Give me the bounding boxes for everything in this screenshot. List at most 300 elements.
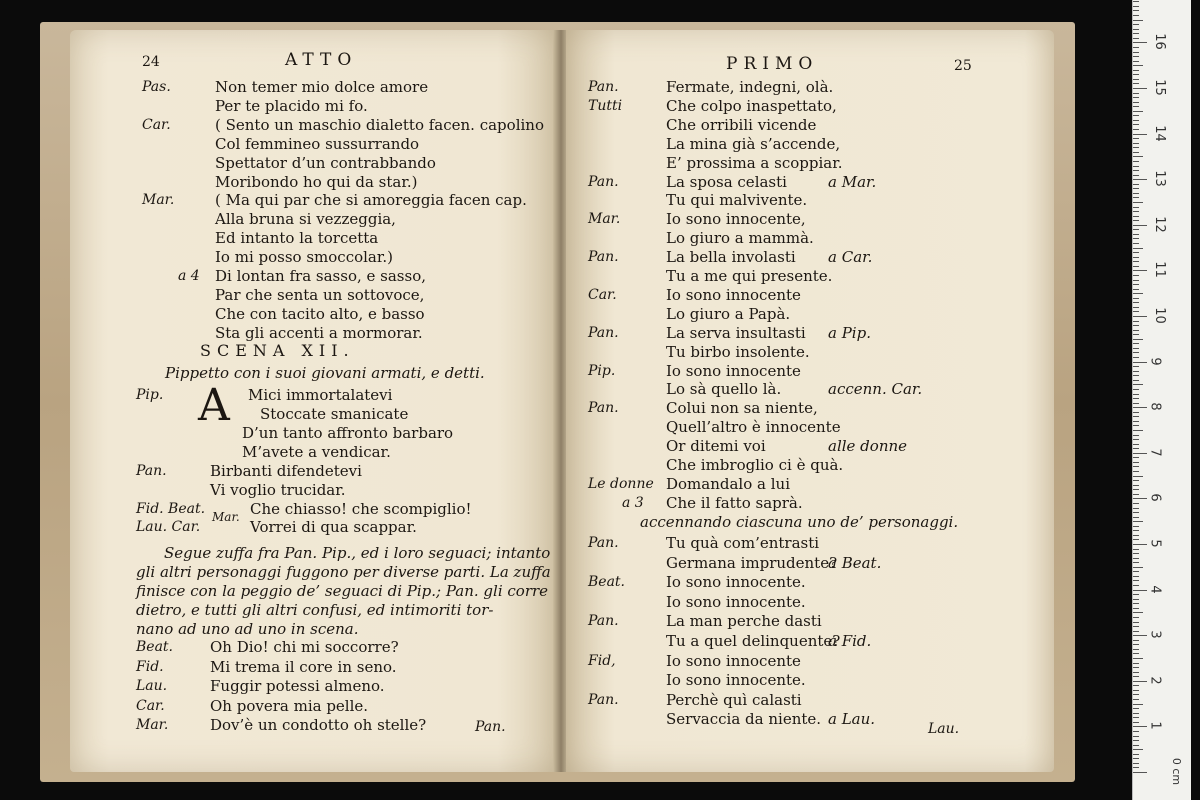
- speaker-label: a 4: [178, 268, 200, 284]
- ruler-tick: [1133, 704, 1143, 705]
- ruler-tick: [1133, 111, 1143, 112]
- verse-line: Spettator d’un contrabbando: [215, 153, 436, 172]
- ruler-tick: [1133, 626, 1139, 627]
- ruler-tick: [1133, 394, 1139, 395]
- page-header-left: ATTO: [285, 50, 358, 70]
- verse-line: Ed intanto la torcetta: [215, 229, 379, 248]
- ruler-tick: [1133, 603, 1139, 604]
- ruler-tick: [1133, 193, 1139, 194]
- verse-line: Dov’è un condotto oh stelle?: [210, 716, 427, 734]
- ruler-tick: [1133, 558, 1139, 559]
- ruler-tick: [1133, 42, 1147, 43]
- ruler-number: 7: [1147, 448, 1163, 457]
- verse-line: Di lontan fra sasso, e sasso,: [215, 267, 426, 285]
- ruler-tick: [1133, 758, 1139, 759]
- speaker-label: Beat.: [136, 639, 173, 655]
- verse-line: Quell’altro è innocente: [666, 418, 841, 437]
- ruler-tick: [1133, 676, 1139, 677]
- verse-line: Tu a me qui presente.: [666, 267, 833, 285]
- ruler-number: 10: [1151, 307, 1167, 324]
- ruler-tick: [1133, 549, 1139, 550]
- verse-line: D’un tanto affronto barbaro: [242, 424, 454, 442]
- speaker-label: Fid,: [588, 652, 616, 669]
- verse-line: Io sono innocente.: [666, 671, 806, 690]
- ruler-tick: [1133, 749, 1143, 750]
- stage-direction-line: Segue zuffa fra Pan. Pip., ed i loro seguaci; intanto: [164, 544, 551, 562]
- ruler-tick: [1133, 284, 1139, 285]
- ruler-tick: [1133, 590, 1147, 591]
- ruler-tick: [1133, 653, 1139, 654]
- ruler-tick: [1133, 772, 1147, 773]
- speaker-label: Pan.: [588, 79, 619, 95]
- ruler-tick: [1133, 138, 1139, 139]
- ruler-tick: [1133, 362, 1147, 363]
- ruler-tick: [1133, 576, 1139, 577]
- aside-direction: a Beat.: [828, 553, 882, 572]
- ruler-tick: [1133, 644, 1139, 645]
- verse-line: Fuggir potessi almeno.: [210, 677, 385, 695]
- ruler-tick: [1133, 280, 1139, 281]
- ruler-tick: [1133, 416, 1139, 417]
- verse-line: Per te placido mi fo.: [215, 96, 368, 115]
- aside-direction: accenn. Car.: [828, 380, 923, 399]
- ruler-number: 14: [1151, 124, 1167, 142]
- ruler-tick: [1133, 403, 1139, 404]
- verse-line: Tu birbo insolente.: [666, 342, 810, 361]
- page-number-right: 25: [954, 58, 972, 74]
- verse-line: Fermate, indegni, olà.: [666, 78, 834, 96]
- ruler-tick: [1133, 220, 1139, 221]
- ruler-tick: [1133, 485, 1139, 486]
- ruler-tick: [1133, 74, 1139, 75]
- ruler-tick: [1133, 530, 1139, 531]
- ruler-tick: [1133, 6, 1139, 7]
- ruler-tick: [1133, 512, 1139, 513]
- ruler-tick: [1133, 129, 1139, 130]
- ruler-tick: [1133, 343, 1139, 344]
- verse-line: Birbanti difendetevi: [210, 462, 362, 480]
- verse-line: Lo sà quello là.: [666, 380, 782, 399]
- ruler-tick: [1133, 713, 1139, 714]
- verse-line: Vi voglio trucidar.: [210, 481, 346, 499]
- ruler-tick: [1133, 184, 1139, 185]
- ruler-tick: [1133, 457, 1139, 458]
- ruler-tick: [1133, 384, 1143, 385]
- ruler-tick: [1133, 352, 1139, 353]
- speaker-label: Pan.: [136, 463, 167, 479]
- ruler-tick: [1133, 508, 1139, 509]
- verse-line: Domandalo a lui: [666, 474, 790, 493]
- ruler-tick: [1133, 699, 1139, 700]
- ruler-tick: [1133, 24, 1139, 25]
- aside-direction: a Lau.: [828, 710, 876, 729]
- verse-line: Io sono innocente.: [666, 592, 806, 611]
- ruler-tick: [1133, 152, 1139, 153]
- ruler-tick: [1133, 298, 1139, 299]
- verse-line: Che il fatto saprà.: [666, 493, 803, 512]
- ruler-tick: [1133, 211, 1139, 212]
- ruler-tick: [1133, 106, 1139, 107]
- ruler-tick: [1133, 225, 1147, 226]
- ruler-tick: [1133, 640, 1139, 641]
- ruler-number: 5: [1147, 539, 1163, 548]
- ruler-tick: [1133, 10, 1139, 11]
- verse-line: Non temer mio dolce amore: [215, 78, 429, 96]
- aside-direction: a Pip.: [828, 323, 871, 342]
- ruler-tick: [1133, 489, 1139, 490]
- ruler-number: 13: [1151, 170, 1167, 187]
- ruler-tick: [1133, 93, 1139, 94]
- ruler-tick: [1133, 207, 1139, 208]
- ruler-tick: [1133, 453, 1147, 454]
- ruler-tick: [1133, 289, 1139, 290]
- speaker-label: Pan.: [588, 173, 619, 190]
- ruler-tick: [1133, 663, 1139, 664]
- verse-line: Io mi posso smoccolar.): [215, 248, 394, 267]
- ruler-tick: [1133, 439, 1139, 440]
- speaker-label: Pan.: [588, 691, 619, 708]
- verse-line: ( Ma qui par che si amoreggia facen cap.: [215, 191, 527, 210]
- verse-line: Or ditemi voi: [666, 437, 766, 456]
- ruler-label: 0 cm: [1170, 757, 1184, 786]
- stage-direction-line: nano ad uno ad uno in scena.: [136, 620, 359, 638]
- ruler-tick: [1133, 20, 1143, 21]
- verse-line: Che con tacito alto, e basso: [215, 304, 425, 323]
- verse-line: Che chiasso! che scompiglio!: [250, 500, 472, 518]
- ruler-tick: [1133, 38, 1139, 39]
- ruler-tick: [1133, 517, 1139, 518]
- speaker-label: Car.: [588, 286, 617, 303]
- ruler-tick: [1133, 594, 1139, 595]
- speaker-label: Mar.: [588, 211, 621, 228]
- ruler-number: 12: [1151, 216, 1167, 233]
- drop-cap: A: [198, 380, 230, 431]
- verse-line: Vorrei di qua scappar.: [250, 518, 417, 536]
- ruler-tick: [1133, 339, 1143, 340]
- page-header-right: PRIMO: [726, 54, 819, 74]
- ruler-tick: [1133, 585, 1139, 586]
- ruler-tick: [1133, 1, 1139, 2]
- verse-line: Che orribili vicende: [666, 115, 817, 134]
- ruler-tick: [1133, 503, 1139, 504]
- speaker-label: Pan.: [588, 400, 619, 417]
- ruler-tick: [1133, 622, 1139, 623]
- speaker-label: Mar.: [136, 717, 169, 733]
- ruler-tick: [1133, 65, 1143, 66]
- verse-line: Io sono innocente.: [666, 573, 806, 592]
- ruler-tick: [1133, 238, 1139, 239]
- ruler-tick: [1133, 425, 1139, 426]
- verse-line: La sposa celasti: [666, 172, 787, 191]
- ruler-tick: [1133, 498, 1147, 499]
- aside-direction: a Car.: [828, 248, 873, 267]
- ruler-tick: [1133, 649, 1139, 650]
- aside-direction: alle donne: [828, 437, 908, 456]
- ruler-tick: [1133, 380, 1139, 381]
- ruler-tick: [1133, 170, 1139, 171]
- ruler-tick: [1133, 708, 1139, 709]
- ruler-tick: [1133, 325, 1139, 326]
- verse-line: Par che senta un sottovoce,: [215, 285, 425, 304]
- speaker-label: Fid. Beat.: [136, 501, 206, 517]
- ruler-number: 1: [1147, 721, 1163, 731]
- ruler-tick: [1133, 270, 1147, 271]
- speaker-label: a 3: [622, 494, 644, 511]
- verse-line: Mici immortalatevi: [248, 386, 393, 404]
- ruler-tick: [1133, 612, 1143, 613]
- ruler-tick: [1133, 234, 1139, 235]
- verse-line: Colui non sa niente,: [666, 399, 818, 418]
- ruler-tick: [1133, 539, 1139, 540]
- ruler-tick: [1133, 745, 1139, 746]
- speaker-label: Mar.: [142, 192, 175, 209]
- speaker-label: Pan.: [588, 613, 619, 630]
- ruler-tick: [1133, 754, 1139, 755]
- speaker-label: Car.: [142, 116, 171, 133]
- ruler-tick: [1133, 97, 1139, 98]
- ruler-tick: [1133, 658, 1143, 659]
- ruler-tick: [1133, 166, 1139, 167]
- ruler-tick: [1133, 471, 1139, 472]
- stage-direction-line: gli altri personaggi fuggono per diverse parti. La zuffa: [136, 563, 551, 581]
- ruler-tick: [1133, 398, 1139, 399]
- verse-line: Sta gli accenti a mormorar.: [215, 323, 423, 342]
- speaker-label: Pan.: [588, 535, 619, 551]
- ruler-tick: [1133, 229, 1139, 230]
- ruler-tick: [1133, 197, 1139, 198]
- ruler-tick: [1133, 47, 1139, 48]
- ruler-tick: [1133, 736, 1139, 737]
- verse-line: E’ prossima a scoppiar.: [666, 153, 843, 172]
- ruler-tick: [1133, 348, 1139, 349]
- verse-line: Tu quà com’entrasti: [666, 534, 820, 552]
- verse-line: La man perche dasti: [666, 612, 822, 631]
- ruler-tick: [1133, 722, 1139, 723]
- ruler-tick: [1133, 252, 1139, 253]
- ruler-tick: [1133, 202, 1143, 203]
- measuring-ruler: [1132, 0, 1191, 800]
- verse-line: Col femmineo sussurrando: [215, 134, 420, 153]
- ruler-tick: [1133, 156, 1143, 157]
- ruler-number: 2: [1147, 676, 1163, 685]
- ruler-tick: [1133, 257, 1139, 258]
- ruler-number: 6: [1147, 493, 1163, 503]
- verse-line: Oh povera mia pelle.: [210, 696, 369, 715]
- ruler-tick: [1133, 535, 1139, 536]
- ruler-tick: [1133, 726, 1147, 727]
- ruler-tick: [1133, 357, 1139, 358]
- ruler-tick: [1133, 147, 1139, 148]
- ruler-tick: [1133, 120, 1139, 121]
- speaker-label: Le donne: [588, 475, 654, 492]
- speaker-label: Fid.: [136, 658, 164, 675]
- ruler-tick: [1133, 266, 1139, 267]
- ruler-tick: [1133, 366, 1139, 367]
- verse-line: Io sono innocente: [666, 651, 801, 670]
- ruler-tick: [1133, 567, 1143, 568]
- speaker-label: Tutti: [588, 97, 623, 114]
- verse-line: Servaccia da niente.: [666, 710, 822, 729]
- ruler-tick: [1133, 275, 1139, 276]
- ruler-tick: [1133, 412, 1139, 413]
- ruler-tick: [1133, 731, 1139, 732]
- ruler-tick: [1133, 161, 1139, 162]
- ruler-tick: [1133, 421, 1139, 422]
- ruler-tick: [1133, 476, 1143, 477]
- verse-line: Lo giuro a Papà.: [666, 304, 791, 323]
- ruler-tick: [1133, 685, 1139, 686]
- ruler-tick: [1133, 88, 1147, 89]
- ruler-tick: [1133, 448, 1139, 449]
- speaker-label: Pan.: [588, 249, 619, 266]
- ruler-tick: [1133, 15, 1139, 16]
- verse-line: Lo giuro a mammà.: [666, 229, 814, 248]
- ruler-tick: [1133, 521, 1143, 522]
- ruler-number: 11: [1151, 261, 1167, 279]
- stage-direction-line: finisce con la peggio de’ seguaci di Pip.; Pan. gli corre: [136, 582, 549, 600]
- ruler-tick: [1133, 681, 1147, 682]
- scene-title: SCENA XII.: [200, 341, 355, 360]
- ruler-tick: [1133, 143, 1139, 144]
- verse-line: Tu qui malvivente.: [666, 191, 808, 210]
- speaker-label: Car.: [136, 697, 165, 714]
- ruler-tick: [1133, 243, 1139, 244]
- ruler-tick: [1133, 407, 1147, 408]
- ruler-number: 15: [1151, 79, 1167, 96]
- speaker-label: Beat.: [588, 574, 625, 591]
- ruler-tick: [1133, 83, 1139, 84]
- verse-line: Germana imprudente?: [666, 553, 838, 572]
- ruler-tick: [1133, 444, 1139, 445]
- scene-direction: Pippetto con i suoi giovani armati, e detti.: [165, 364, 485, 382]
- verse-line: Tu a quel delinquente?: [666, 632, 841, 650]
- ruler-tick: [1133, 494, 1139, 495]
- verse-line: Stoccate smanicate: [260, 405, 409, 423]
- verse-line: Moribondo ho qui da star.): [215, 172, 418, 191]
- ruler-tick: [1133, 690, 1139, 691]
- verse-line: Mi trema il core in seno.: [210, 657, 397, 676]
- ruler-tick: [1133, 631, 1139, 632]
- verse-line: La serva insultasti: [666, 323, 806, 342]
- verse-line: Perchè quì calasti: [666, 690, 802, 709]
- ruler-tick: [1133, 526, 1139, 527]
- ruler-tick: [1133, 667, 1139, 668]
- ruler-tick: [1133, 571, 1139, 572]
- ruler-tick: [1133, 79, 1139, 80]
- ruler-tick: [1133, 462, 1139, 463]
- aside-direction: a Fid.: [828, 632, 872, 650]
- ruler-tick: [1133, 29, 1139, 30]
- speaker-label: Pas.: [142, 79, 171, 95]
- catchword: Lau.: [928, 721, 960, 737]
- ruler-tick: [1133, 435, 1139, 436]
- verse-line: Io sono innocente: [666, 285, 801, 304]
- speaker-label: Mar.: [212, 510, 240, 524]
- page-number-left: 24: [142, 54, 160, 70]
- ruler-number: 16: [1151, 33, 1167, 51]
- ruler-tick: [1133, 375, 1139, 376]
- verse-line: Oh Dio! chi mi soccorre?: [210, 638, 399, 656]
- ruler-tick: [1133, 316, 1147, 317]
- ruler-tick: [1133, 635, 1147, 636]
- verse-line: Che colpo inaspettato,: [666, 96, 837, 115]
- speaker-label: Pan.: [588, 324, 619, 341]
- ruler-tick: [1133, 371, 1139, 372]
- ruler-tick: [1133, 553, 1139, 554]
- speaker-label: Lau. Car.: [136, 519, 201, 535]
- ruler-tick: [1133, 188, 1139, 189]
- ruler-tick: [1133, 694, 1139, 695]
- ruler-tick: [1133, 33, 1139, 34]
- verse-line: Alla bruna si vezzeggia,: [215, 210, 396, 229]
- ruler-tick: [1133, 599, 1139, 600]
- ruler-tick: [1133, 134, 1147, 135]
- verse-line: Io sono innocente: [666, 361, 801, 380]
- ruler-tick: [1133, 248, 1143, 249]
- ruler-tick: [1133, 307, 1139, 308]
- verse-line: Io sono innocente,: [666, 210, 806, 229]
- speaker-label: Pip.: [136, 387, 164, 403]
- ruler-tick: [1133, 179, 1147, 180]
- ruler-tick: [1133, 261, 1139, 262]
- ruler-tick: [1133, 389, 1139, 390]
- ruler-tick: [1133, 580, 1139, 581]
- aside-direction: a Mar.: [828, 172, 877, 191]
- ruler-tick: [1133, 608, 1139, 609]
- ruler-tick: [1133, 480, 1139, 481]
- catchword: Pan.: [475, 719, 506, 735]
- stage-direction: accennando ciascuna uno de’ personaggi.: [640, 513, 959, 531]
- ruler-tick: [1133, 302, 1139, 303]
- ruler-tick: [1133, 124, 1139, 125]
- ruler-tick: [1133, 466, 1139, 467]
- ruler-tick: [1133, 52, 1139, 53]
- ruler-number: 4: [1147, 584, 1163, 594]
- right-page: [566, 30, 1054, 772]
- ruler-tick: [1133, 216, 1139, 217]
- speaker-label: Pip.: [588, 362, 616, 379]
- stage-direction-line: dietro, e tutti gli altri confusi, ed intimoriti tor-: [136, 601, 494, 619]
- ruler-tick: [1133, 175, 1139, 176]
- ruler-tick: [1133, 767, 1139, 768]
- verse-line: ( Sento un maschio dialetto facen. capolino: [215, 115, 544, 134]
- ruler-tick: [1133, 61, 1139, 62]
- ruler-tick: [1133, 70, 1139, 71]
- speaker-label: Lau.: [136, 678, 168, 694]
- ruler-tick: [1133, 617, 1139, 618]
- ruler-number: 8: [1147, 402, 1163, 411]
- ruler-tick: [1133, 115, 1139, 116]
- ruler-number: 9: [1147, 356, 1163, 366]
- ruler-tick: [1133, 102, 1139, 103]
- ruler-number: 3: [1147, 630, 1163, 639]
- ruler-tick: [1133, 293, 1143, 294]
- ruler-tick: [1133, 330, 1139, 331]
- verse-line: La mina già s’accende,: [666, 134, 841, 153]
- verse-line: Che imbroglio ci è quà.: [666, 456, 844, 474]
- ruler-tick: [1133, 562, 1139, 563]
- verse-line: La bella involasti: [666, 248, 796, 267]
- left-page: [70, 30, 556, 772]
- verse-line: M’avete a vendicar.: [242, 443, 391, 461]
- ruler-tick: [1133, 430, 1143, 431]
- ruler-tick: [1133, 56, 1139, 57]
- ruler-tick: [1133, 321, 1139, 322]
- ruler-tick: [1133, 334, 1139, 335]
- ruler-tick: [1133, 717, 1139, 718]
- ruler-tick: [1133, 672, 1139, 673]
- ruler-tick: [1133, 544, 1147, 545]
